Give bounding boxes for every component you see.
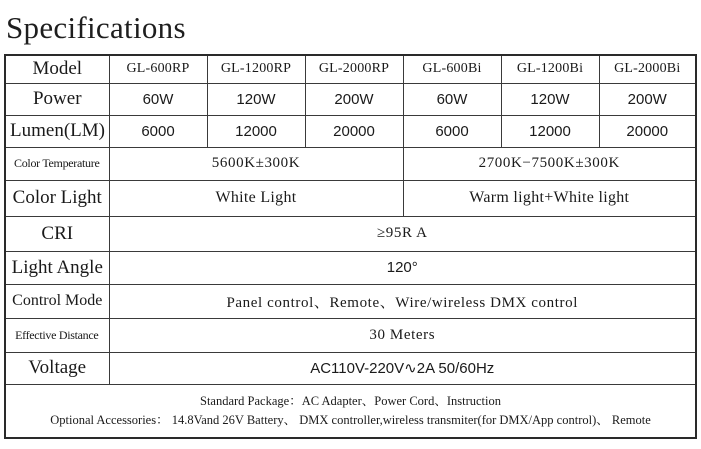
power-cell: 60W xyxy=(109,83,207,115)
row-label-lumen: Lumen(LM) xyxy=(5,115,109,147)
light-angle-value: 120° xyxy=(109,251,696,284)
standard-package-text: Standard Package：AC Adapter、Power Cord、Instruction xyxy=(200,393,501,408)
row-effective-distance xyxy=(5,318,696,352)
model-cell: GL-600Bi xyxy=(403,55,501,83)
power-cell: 200W xyxy=(305,83,403,115)
lumen-cell: 20000 xyxy=(599,115,696,147)
row-label-control-mode: Control Mode xyxy=(5,284,109,318)
model-cell: GL-1200RP xyxy=(207,55,305,83)
lumen-cell: 12000 xyxy=(207,115,305,147)
lumen-cell: 6000 xyxy=(109,115,207,147)
row-color-light xyxy=(5,180,696,216)
accessories-note xyxy=(5,384,696,438)
lumen-cell: 20000 xyxy=(305,115,403,147)
row-footer xyxy=(5,384,696,438)
row-label-voltage: Voltage xyxy=(5,352,109,384)
color-light-bi: Warm light+White light xyxy=(403,180,696,216)
row-model xyxy=(5,55,696,83)
row-voltage xyxy=(5,352,696,384)
page-title: Specifications xyxy=(6,10,186,45)
row-label-model: Model xyxy=(5,55,109,83)
row-lumen xyxy=(5,115,696,147)
row-light-angle xyxy=(5,251,696,284)
row-label-cri: CRI xyxy=(5,216,109,251)
color-light-rp: White Light xyxy=(109,180,403,216)
model-cell: GL-2000Bi xyxy=(599,55,696,83)
voltage-value: AC110V-220V∿2A 50/60Hz xyxy=(109,352,696,384)
row-label-color-temperature: Color Temperature xyxy=(5,147,109,180)
row-label-power: Power xyxy=(5,83,109,115)
model-cell: GL-600RP xyxy=(109,55,207,83)
row-color-temperature xyxy=(5,147,696,180)
optional-accessories-text: Optional Accessories： 14.8Vand 26V Battery、 DMX controller,wireless transmiter(for DMX/App control)、 Remote xyxy=(50,412,651,427)
effective-distance-value: 30 Meters xyxy=(109,318,696,352)
row-label-light-angle: Light Angle xyxy=(5,251,109,284)
lumen-cell: 6000 xyxy=(403,115,501,147)
model-cell: GL-1200Bi xyxy=(501,55,599,83)
model-cell: GL-2000RP xyxy=(305,55,403,83)
color-temperature-rp: 5600K±300K xyxy=(109,147,403,180)
row-power xyxy=(5,83,696,115)
row-cri xyxy=(5,216,696,251)
row-label-effective-distance: Effective Distance xyxy=(5,318,109,352)
power-cell: 120W xyxy=(207,83,305,115)
power-cell: 60W xyxy=(403,83,501,115)
color-temperature-bi: 2700K−7500K±300K xyxy=(403,147,696,180)
control-mode-value: Panel control、Remote、Wire/wireless DMX control xyxy=(109,284,696,318)
specifications-table xyxy=(4,54,697,439)
power-cell: 200W xyxy=(599,83,696,115)
lumen-cell: 12000 xyxy=(501,115,599,147)
row-control-mode xyxy=(5,284,696,318)
row-label-color-light: Color Light xyxy=(5,180,109,216)
power-cell: 120W xyxy=(501,83,599,115)
cri-value: ≥95R A xyxy=(109,216,696,251)
